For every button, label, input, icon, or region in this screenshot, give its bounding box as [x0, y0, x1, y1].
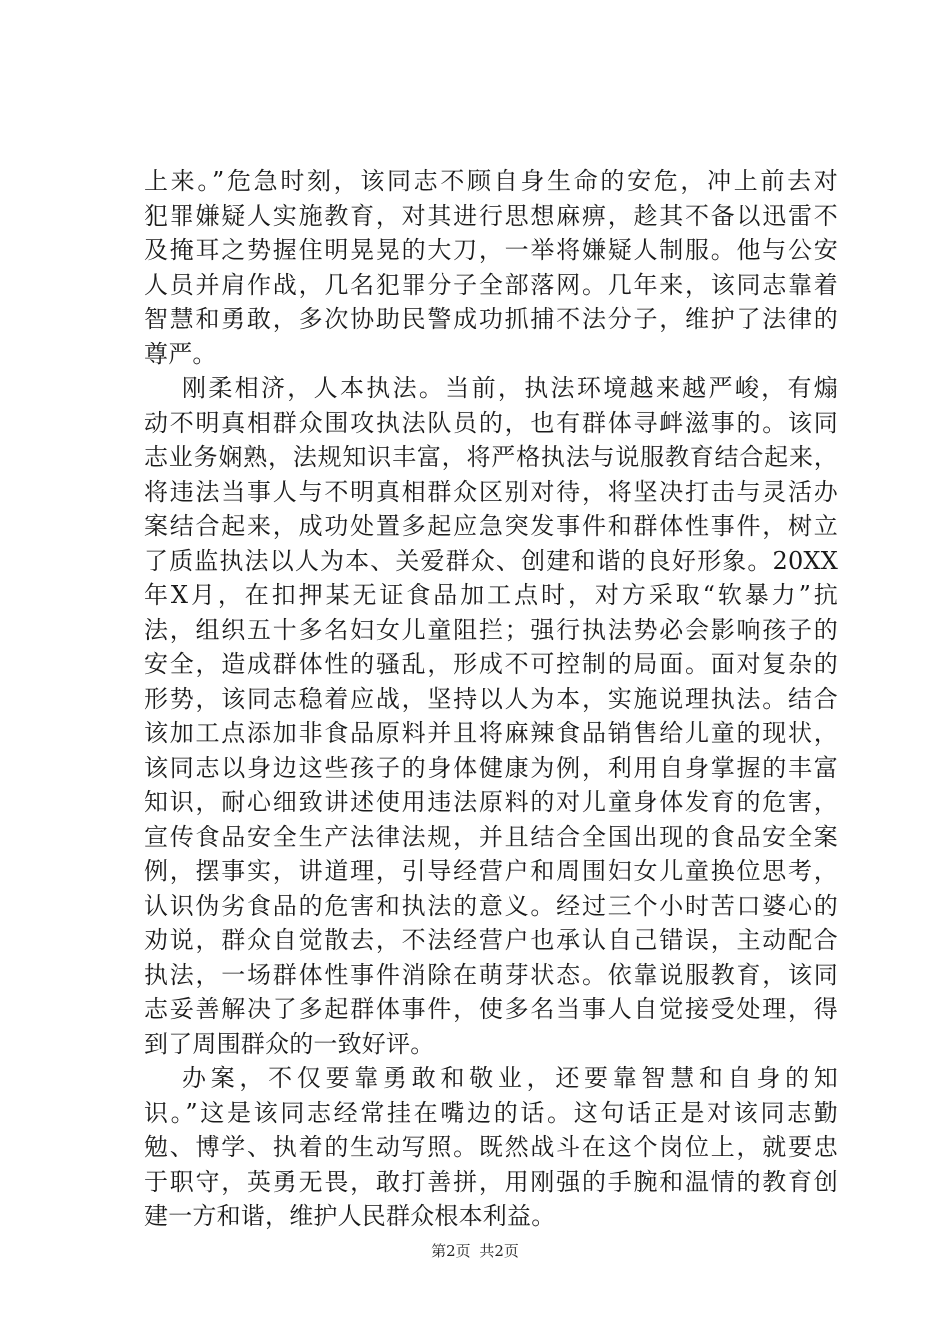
text-line: 尊严。: [144, 339, 217, 368]
text-line: 安全，造成群体性的骚乱，形成不可控制的局面。面对复杂的: [144, 650, 838, 678]
text-line: 动不明真相群众围攻执法队员的，也有群体寻衅滋事的。该同: [144, 408, 838, 437]
text-line: 案结合起来，成功处置多起应急突发事件和群体性事件，树立: [144, 512, 838, 540]
text-line: 例，摆事实，讲道理，引导经营户和周围妇女儿童换位思考，: [144, 857, 838, 885]
text-line: 知识，耐心细致讲述使用违法原料的对儿童身体发育的危害，: [144, 788, 838, 816]
document-body: [144, 164, 838, 1234]
text-line: 志业务娴熟，法规知识丰富，将严格执法与说服教育结合起来，: [144, 443, 838, 471]
text-line: 认识伪劣食品的危害和执法的意义。经过三个小时苦口婆心的: [144, 891, 838, 920]
text-line: 刚柔相济，人本执法。当前，执法环境越来越严峻，有煽: [182, 374, 838, 402]
text-line: 于职守，英勇无畏，敢打善拼，用刚强的手腕和温情的教育创: [144, 1167, 838, 1196]
text-line: 该同志以身边这些孩子的身体健康为例，利用自身掌握的丰富: [144, 753, 838, 782]
text-line: 建一方和谐，维护人民群众根本利益。: [144, 1202, 556, 1230]
text-line: 了质监执法以人为本、关爱群众、创建和谐的良好形象。20XX: [144, 546, 838, 575]
text-line: 法，组织五十多名妇女儿童阻拦；强行执法势必会影响孩子的: [144, 615, 838, 644]
text-line: 勉、博学、执着的生动写照。既然战斗在这个岗位上，就要忠: [144, 1133, 838, 1161]
text-line: 劝说，群众自觉散去，不法经营户也承认自己错误，主动配合: [144, 926, 838, 954]
text-line: 智慧和勇敢，多次协助民警成功抓捕不法分子，维护了法律的: [144, 305, 838, 333]
text-line: 及掩耳之势握住明晃晃的大刀，一举将嫌疑人制服。他与公安: [144, 236, 838, 264]
text-line: 犯罪嫌疑人实施教育，对其进行思想麻痹，趁其不备以迅雷不: [144, 201, 838, 230]
page-total: 共2页: [479, 1242, 519, 1260]
text-line: 将违法当事人与不明真相群众区别对待，将坚决打击与灵活办: [144, 477, 838, 506]
page-number: 第2页: [431, 1242, 471, 1260]
text-line: 形势，该同志稳着应战，坚持以人为本，实施说理执法。结合: [144, 684, 838, 713]
text-line: 上来。”危急时刻，该同志不顾自身生命的安危，冲上前去对: [144, 167, 838, 195]
text-line: 人员并肩作战，几名犯罪分子全部落网。几年来，该同志靠着: [144, 270, 838, 299]
text-line: 宣传食品安全生产法律法规，并且结合全国出现的食品安全案: [144, 822, 838, 851]
text-line: 执法，一场群体性事件消除在萌芽状态。依靠说服教育，该同: [144, 960, 838, 989]
text-line: 年X月，在扣押某无证食品加工点时，对方采取“软暴力”抗: [144, 581, 838, 609]
page-footer: [0, 1241, 950, 1261]
text-line: 识。”这是该同志经常挂在嘴边的话。这句话正是对该同志勤: [144, 1098, 838, 1127]
text-line: 到了周围群众的一致好评。: [144, 1029, 435, 1058]
text-line: 志妥善解决了多起群体事件，使多名当事人自觉接受处理，得: [144, 995, 838, 1023]
text-line: 该加工点添加非食品原料并且将麻辣食品销售给儿童的现状，: [144, 719, 838, 747]
text-line: 办案，不仅要靠勇敢和敬业，还要靠智慧和自身的知: [182, 1064, 838, 1092]
